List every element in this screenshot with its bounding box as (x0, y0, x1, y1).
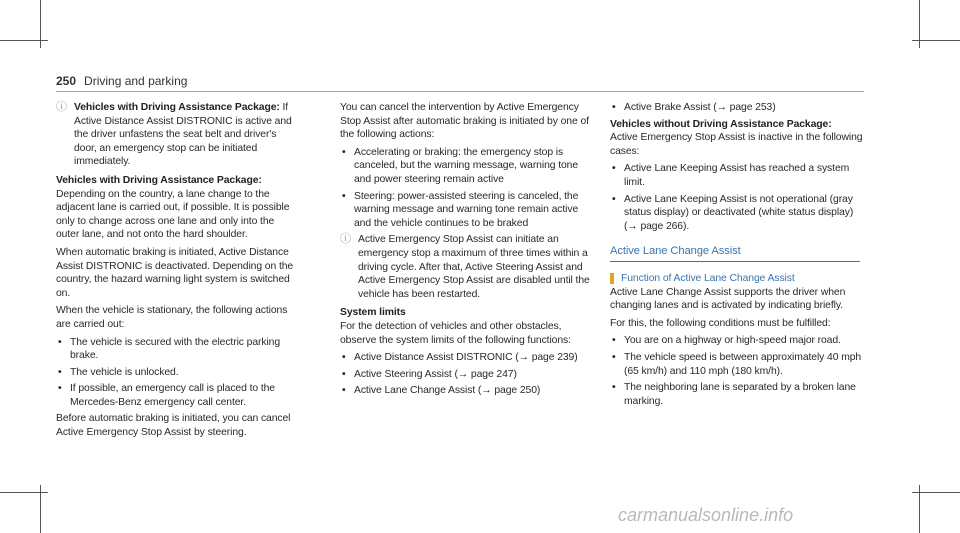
paragraph: Before automatic braking is initiated, you can cancel Active Emergency Stop Assist by steering. (56, 413, 291, 439)
list-item: • The neighboring lane is separated by a broken lane marking. (612, 382, 856, 407)
bullet-icon: • (612, 163, 616, 175)
bullet-list (56, 336, 298, 410)
subsection-title: Function of Active Lane Change Assist (610, 272, 864, 286)
list-item[interactable]: • Active Brake Assist (→ page 253) (612, 102, 776, 113)
crop-mark (912, 40, 960, 41)
list-item: • The vehicle speed is between approximately 40 mph (65 km/h) and 110 mph (180 km/h). (612, 351, 862, 377)
note-text: Active Emergency Stop Assist can initiate an emergency stop a maximum of three times within a driving cycle. After that, Active Steering Assist and Active Emergency Stop Assist are disabled until the vehicle has been restarted. (358, 234, 590, 300)
page-header (56, 74, 187, 88)
marker-bar (610, 273, 614, 284)
bullet-list (610, 162, 864, 233)
bullet-icon: • (342, 146, 346, 158)
bullet-icon: • (342, 385, 346, 397)
bullet-icon: • (58, 366, 62, 378)
column-2 (340, 101, 596, 401)
bullet-icon: • (612, 193, 616, 205)
section-heading: Vehicles with Driving Assistance Package: (56, 174, 262, 186)
note-block (56, 101, 298, 169)
list-item[interactable]: • Active Lane Keeping Assist is not operational (gray status display) or deactivated (white status display) (→ page 266). (612, 193, 854, 232)
paragraph: When automatic braking is initiated, Active Distance Assist DISTRONIC is deactivated. Depending on the country, the hazard warning light system is switched on. (56, 246, 294, 299)
section-heading: System limits (340, 307, 406, 319)
chapter-title: Driving and parking (84, 74, 188, 88)
crop-mark (912, 492, 960, 493)
bullet-icon: • (342, 368, 346, 380)
paragraph: For this, the following conditions must be fulfilled: (610, 317, 831, 329)
paragraph: Active Emergency Stop Assist is inactive in the following cases: (610, 132, 863, 157)
list-item: • If possible, an emergency call is placed to the Mercedes-Benz emergency call center. (58, 383, 275, 408)
paragraph: For the detection of vehicles and other obstacles, observe the system limits of the following functions: (340, 320, 571, 346)
paragraph: When the vehicle is stationary, the following actions are carried out: (56, 305, 288, 330)
list-item: • Accelerating or braking: the emergency stop is canceled, but the warning message, warning tone and power steering remain active (342, 146, 579, 185)
column-1 (56, 101, 298, 444)
section-title: Active Lane Change Assist (610, 245, 860, 262)
section-heading: Vehicles without Driving Assistance Package: (610, 118, 832, 130)
paragraph: Depending on the country, a lane change to the adjacent lane is carried out, if possible. It is possible only to change across one lane and only into the outer lane, and not onto the hard shoulder. (56, 188, 290, 241)
paragraph: You can cancel the intervention by Active Emergency Stop Assist after automatic braking is initiated by one of the following actions: (340, 102, 589, 141)
crop-mark (0, 40, 48, 41)
note-block (340, 233, 596, 301)
note-text: If Active Distance Assist DISTRONIC is active and the driver unfastens the seat belt and driver's door, an emergency stop can be initiated immediately. (74, 102, 292, 168)
header-rule (56, 91, 864, 92)
list-item: • You are on a highway or high-speed major road. (612, 335, 841, 347)
watermark: carmanualsonline.info (618, 505, 794, 525)
bullet-icon: • (612, 351, 616, 363)
column-3 (610, 101, 864, 411)
info-icon: ⓘ (56, 101, 67, 113)
bullet-icon: • (342, 352, 346, 364)
bullet-icon: • (612, 335, 616, 347)
paragraph: Active Lane Change Assist supports the driver when changing lanes and is activated by indicating briefly. (610, 286, 846, 312)
list-item: • Active Lane Keeping Assist has reached a system limit. (612, 163, 850, 188)
bullet-list (340, 146, 596, 231)
list-item[interactable]: • Active Steering Assist (→ page 247) (342, 368, 517, 380)
list-item: • The vehicle is unlocked. (58, 366, 179, 378)
bullet-icon: • (58, 383, 62, 395)
crop-mark (0, 492, 48, 493)
bullet-icon: • (58, 336, 62, 348)
page-number: 250 (56, 74, 77, 88)
list-item: • The vehicle is secured with the electric parking brake. (58, 336, 281, 362)
list-item: • Steering: power-assisted steering is canceled, the warning message and warning tone remain active and the vehicle continues to be braked (342, 190, 579, 229)
list-item[interactable]: • Active Lane Change Assist (→ page 250) (342, 385, 541, 397)
bullet-icon: • (342, 190, 346, 202)
bullet-list (610, 101, 864, 115)
bullet-icon: • (612, 382, 616, 394)
info-icon: ⓘ (340, 233, 351, 246)
bullet-list (610, 334, 864, 408)
bullet-icon: • (612, 102, 616, 113)
list-item[interactable]: • Active Distance Assist DISTRONIC (→ page 239) (342, 352, 578, 364)
bullet-list (340, 351, 596, 398)
note-heading: Vehicles with Driving Assistance Package: (74, 102, 280, 113)
